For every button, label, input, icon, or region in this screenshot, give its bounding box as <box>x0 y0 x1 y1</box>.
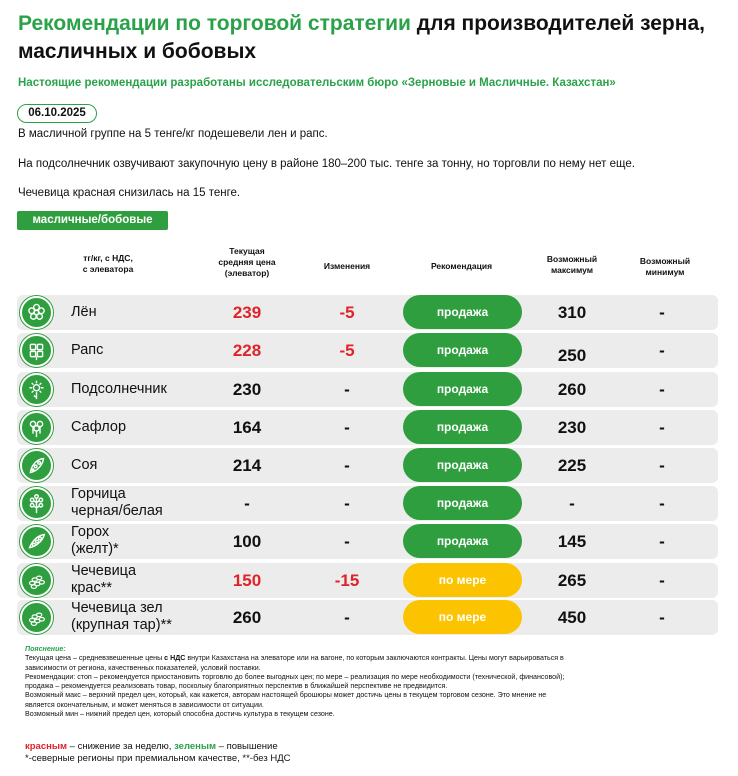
current-price: 164 <box>232 418 262 437</box>
price-change: -5 <box>339 341 355 360</box>
possible-min: - <box>659 571 665 590</box>
recommendation-badge: продажа <box>403 524 522 558</box>
possible-min: - <box>659 418 665 437</box>
header-change: Изменения <box>323 261 371 271</box>
crop-name <box>71 563 136 597</box>
crop-name-line2: крас** <box>71 580 113 596</box>
header-unit <box>68 253 148 275</box>
price-change: - <box>344 494 350 513</box>
notes-text: Текущая цена – средневзвешенные цены <box>25 654 165 663</box>
header-unit-line2: с элеватора <box>82 264 134 274</box>
subtitle: Настоящие рекомендации разработаны исследовательским бюро «Зерновые и Масличные. Казахстан» <box>18 77 616 89</box>
table-row <box>17 600 718 635</box>
possible-min: - <box>659 608 665 627</box>
possible-min: - <box>659 341 665 360</box>
explanation-notes <box>25 645 725 719</box>
table-row <box>17 410 718 445</box>
lentil-pile-icon <box>20 601 53 634</box>
possible-min: - <box>659 494 665 513</box>
price-change: - <box>344 456 350 475</box>
price-change: - <box>344 532 350 551</box>
crop-name-line1: Чечевица зел <box>71 600 163 616</box>
crop-name <box>71 342 103 359</box>
recommendation-badge: продажа <box>403 372 522 406</box>
possible-min: - <box>659 380 665 399</box>
crop-name <box>71 457 97 474</box>
price-change: - <box>344 380 350 399</box>
possible-max: 450 <box>557 608 587 627</box>
possible-max: 260 <box>557 380 587 399</box>
legend-line <box>25 741 291 753</box>
header-price-line2: средняя цена <box>218 257 276 267</box>
crop-name-line1: Подсолнечник <box>71 381 167 397</box>
notes-vat: с НДС <box>164 654 186 663</box>
legend-text: – повышение <box>216 741 278 752</box>
recommendation-badge: продажа <box>403 448 522 482</box>
recommendation-badge: по мере <box>403 600 522 634</box>
legend-red-word: красным <box>25 741 68 752</box>
possible-max: 225 <box>557 456 587 475</box>
table-row <box>17 486 718 521</box>
crop-name <box>71 486 163 520</box>
title-black-part: для производителей зерна, масличных и бобовых <box>18 12 705 63</box>
recommendation-badge: продажа <box>403 486 522 520</box>
recommendation-badge: продажа <box>403 410 522 444</box>
header-min-line2: минимум <box>645 267 685 277</box>
flax-flower-icon <box>20 296 53 329</box>
table-row <box>17 333 718 368</box>
pea-pod-icon <box>20 525 53 558</box>
header-recommendation: Рекомендация <box>430 261 493 271</box>
mustard-plant-icon <box>20 487 53 520</box>
crop-name-line2: черная/белая <box>71 503 163 519</box>
section-tag: масличные/бобовые <box>17 211 168 230</box>
news-line-flax-rapeseed: В масличной группе на 5 тенге/кг подешевели лен и рапс. <box>18 128 328 140</box>
lentil-pile-icon <box>20 564 53 597</box>
header-price <box>207 246 287 279</box>
crop-name <box>71 600 172 634</box>
notes-line: Возможный макс – верхний предел цен, который, как кажется, авторам настоящей брошюры может достичь цены в текущем торговом сезоне. Это мнение не <box>25 691 547 700</box>
current-price: 230 <box>232 380 262 399</box>
crop-name-line1: Чечевица <box>71 563 137 579</box>
recommendation-badge: продажа <box>403 333 522 367</box>
possible-max: - <box>569 494 575 513</box>
price-change: - <box>344 418 350 437</box>
header-max <box>532 254 612 276</box>
table-row <box>17 448 718 483</box>
possible-max: 230 <box>557 418 587 437</box>
possible-max: 145 <box>557 532 587 551</box>
table-row <box>17 563 718 598</box>
legend-green-word: зеленым <box>174 741 217 752</box>
crop-name <box>71 419 126 436</box>
crop-name <box>71 304 97 321</box>
recommendation-badge: по мере <box>403 563 522 597</box>
possible-min: - <box>659 456 665 475</box>
notes-line <box>25 654 725 663</box>
title-green-part: Рекомендации по торговой стратегии <box>18 12 411 35</box>
crop-name-line1: Горох <box>71 524 110 540</box>
notes-line: зависимости от региона, качественных показателей, условий поставки. <box>25 663 261 672</box>
current-price: 260 <box>232 608 262 627</box>
header-unit-line1: тг/кг, с НДС, <box>83 253 133 263</box>
header-min-line1: Возможный <box>639 256 691 266</box>
news-line-lentil: Чечевица красная снизилась на 15 тенге. <box>18 187 241 199</box>
crop-name-line1: Рапс <box>71 342 104 358</box>
current-price: 239 <box>232 303 262 322</box>
notes-line: является окончательным, и может меняться в зависимости от ситуации. <box>25 700 264 709</box>
soybean-pod-icon <box>20 449 53 482</box>
current-price: 214 <box>232 456 262 475</box>
current-price: 150 <box>232 571 262 590</box>
current-price: 228 <box>232 341 262 360</box>
crop-name <box>71 381 167 398</box>
rapeseed-flower-icon <box>20 334 53 367</box>
notes-line: Возможный мин – нижний предел цен, который способна достичь культура в текущем сезоне. <box>25 710 335 719</box>
legend-footnote: *-северные регионы при премиальном качестве, **-без НДС <box>25 753 291 764</box>
page-title <box>18 10 718 66</box>
header-max-line1: Возможный <box>546 254 598 264</box>
price-change: -15 <box>334 571 360 590</box>
crop-name <box>71 524 119 558</box>
table-row <box>17 295 718 330</box>
current-price: - <box>244 494 250 513</box>
crop-name-line2: (крупная тар)** <box>71 617 172 633</box>
recommendation-badge: продажа <box>403 295 522 329</box>
notes-text: внутри Казахстана на элеваторе или на вагоне, по которым заключаются контракты. Цены могут варьироваться в <box>185 654 564 663</box>
notes-title: Пояснение: <box>25 645 66 653</box>
legend-text: – снижение за неделю, <box>67 741 175 752</box>
table-row <box>17 524 718 559</box>
possible-max: 250 <box>557 346 587 365</box>
possible-min: - <box>659 532 665 551</box>
price-change: -5 <box>339 303 355 322</box>
current-price: 100 <box>232 532 262 551</box>
crop-name-line2: (желт)* <box>71 541 119 557</box>
notes-line: продажа – рекомендуется реализовать товар, поскольку благоприятных перспектив в ближайшей перспективе не предвидится. <box>25 682 448 691</box>
crop-name-line1: Соя <box>71 457 98 473</box>
header-price-line1: Текущая <box>229 246 265 256</box>
notes-line: Рекомендации: стоп – рекомендуется приостановить торговлю до более выгодных цен; по мере – реализация по мере необходимости (технической, финансовой); <box>25 672 565 681</box>
crop-name-line1: Горчица <box>71 486 126 502</box>
news-line-sunflower: На подсолнечник озвучивают закупочную цену в районе 180–200 тыс. тенге за тонну, но торговли по нему нет еще. <box>18 158 635 170</box>
date-badge: 06.10.2025 <box>17 104 97 123</box>
possible-max: 265 <box>557 571 587 590</box>
sunflower-icon <box>20 373 53 406</box>
header-min <box>625 256 705 278</box>
color-legend <box>25 741 291 765</box>
crop-name-line1: Лён <box>71 304 97 320</box>
table-row <box>17 372 718 407</box>
price-change: - <box>344 608 350 627</box>
header-price-line3: (элеватор) <box>224 268 270 278</box>
possible-min: - <box>659 303 665 322</box>
possible-max: 310 <box>557 303 587 322</box>
crop-name-line1: Сафлор <box>71 419 127 435</box>
safflower-icon <box>20 411 53 444</box>
header-max-line2: максимум <box>550 265 594 275</box>
